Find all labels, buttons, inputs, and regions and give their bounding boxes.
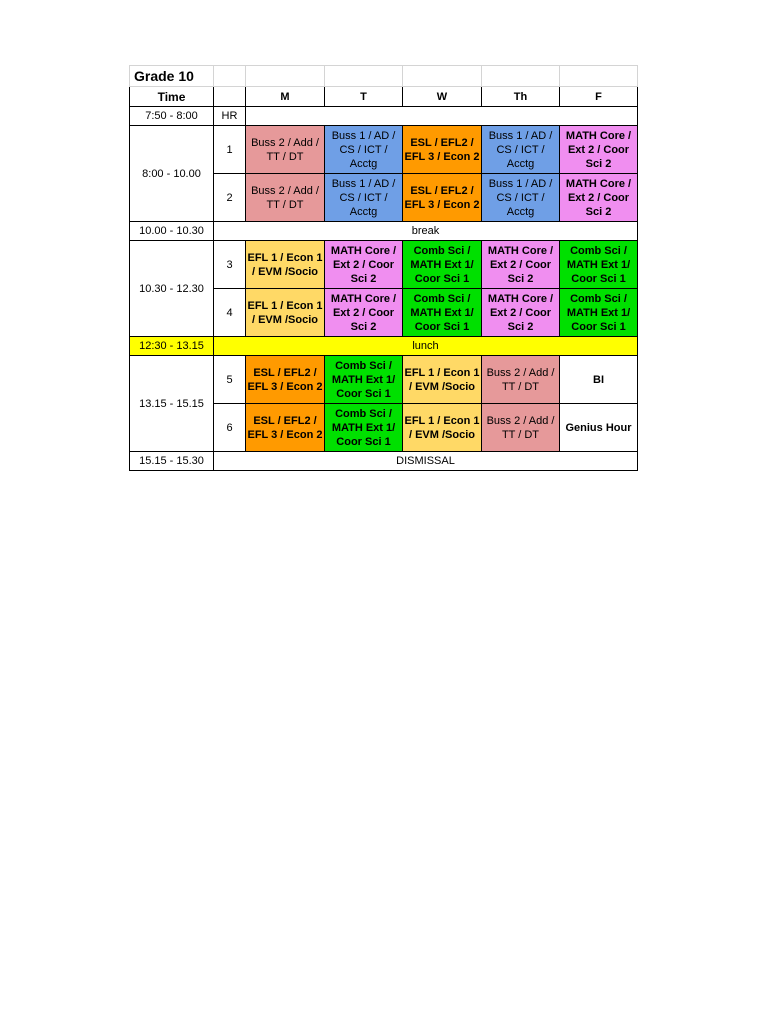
homeroom-span xyxy=(246,107,638,126)
class-cell: Comb Sci / MATH Ext 1/ Coor Sci 1 xyxy=(403,289,482,337)
break-label: break xyxy=(214,222,638,241)
class-cell: MATH Core / Ext 2 / Coor Sci 2 xyxy=(560,126,638,174)
homeroom-label: HR xyxy=(214,107,246,126)
period-header xyxy=(214,87,246,107)
class-cell: Buss 1 / AD / CS / ICT / Acctg xyxy=(325,126,403,174)
empty-cell xyxy=(403,66,482,87)
class-cell: Comb Sci / MATH Ext 1/ Coor Sci 1 xyxy=(325,404,403,452)
time-header: Time xyxy=(130,87,214,107)
dismissal-label: DISMISSAL xyxy=(214,452,638,471)
day-header-fri: F xyxy=(560,87,638,107)
class-cell: Comb Sci / MATH Ext 1/ Coor Sci 1 xyxy=(560,241,638,289)
class-cell: ESL / EFL2 / EFL 3 / Econ 2 xyxy=(246,404,325,452)
class-cell: Buss 1 / AD / CS / ICT / Acctg xyxy=(325,174,403,222)
day-header-thu: Th xyxy=(482,87,560,107)
class-cell: Comb Sci / MATH Ext 1/ Coor Sci 1 xyxy=(560,289,638,337)
period-number: 3 xyxy=(214,241,246,289)
class-cell: ESL / EFL2 / EFL 3 / Econ 2 xyxy=(246,356,325,404)
empty-cell xyxy=(560,66,638,87)
class-cell: Comb Sci / MATH Ext 1/ Coor Sci 1 xyxy=(403,241,482,289)
class-cell: Buss 1 / AD / CS / ICT / Acctg xyxy=(482,174,560,222)
time-slot-block3: 13.15 - 15.15 xyxy=(130,356,214,452)
day-header-wed: W xyxy=(403,87,482,107)
time-slot-dismissal: 15.15 - 15.30 xyxy=(130,452,214,471)
period-number: 5 xyxy=(214,356,246,404)
class-cell: ESL / EFL2 / EFL 3 / Econ 2 xyxy=(403,174,482,222)
class-cell: EFL 1 / Econ 1 / EVM /Socio xyxy=(246,289,325,337)
empty-cell xyxy=(482,66,560,87)
class-cell: EFL 1 / Econ 1 / EVM /Socio xyxy=(403,404,482,452)
class-cell: Buss 2 / Add / TT / DT xyxy=(482,356,560,404)
class-cell: EFL 1 / Econ 1 / EVM /Socio xyxy=(403,356,482,404)
period-number: 2 xyxy=(214,174,246,222)
class-cell: MATH Core / Ext 2 / Coor Sci 2 xyxy=(325,289,403,337)
empty-cell xyxy=(246,66,325,87)
timetable xyxy=(129,65,638,471)
class-cell: MATH Core / Ext 2 / Coor Sci 2 xyxy=(482,241,560,289)
page-title: Grade 10 xyxy=(130,66,214,87)
class-cell: Buss 2 / Add / TT / DT xyxy=(246,126,325,174)
time-slot-break: 10.00 - 10.30 xyxy=(130,222,214,241)
class-cell: Buss 2 / Add / TT / DT xyxy=(482,404,560,452)
time-slot-block2: 10.30 - 12.30 xyxy=(130,241,214,337)
class-cell: Buss 1 / AD / CS / ICT / Acctg xyxy=(482,126,560,174)
day-header-tue: T xyxy=(325,87,403,107)
day-header-mon: M xyxy=(246,87,325,107)
empty-cell xyxy=(214,66,246,87)
lunch-label: lunch xyxy=(214,337,638,356)
class-cell: Genius Hour xyxy=(560,404,638,452)
period-number: 1 xyxy=(214,126,246,174)
class-cell: ESL / EFL2 / EFL 3 / Econ 2 xyxy=(403,126,482,174)
class-cell: MATH Core / Ext 2 / Coor Sci 2 xyxy=(560,174,638,222)
class-cell: MATH Core / Ext 2 / Coor Sci 2 xyxy=(325,241,403,289)
period-number: 4 xyxy=(214,289,246,337)
class-cell: Comb Sci / MATH Ext 1/ Coor Sci 1 xyxy=(325,356,403,404)
period-number: 6 xyxy=(214,404,246,452)
empty-cell xyxy=(325,66,403,87)
time-slot-hr: 7:50 - 8:00 xyxy=(130,107,214,126)
time-slot-lunch: 12:30 - 13.15 xyxy=(130,337,214,356)
class-cell: Buss 2 / Add / TT / DT xyxy=(246,174,325,222)
class-cell: MATH Core / Ext 2 / Coor Sci 2 xyxy=(482,289,560,337)
class-cell: EFL 1 / Econ 1 / EVM /Socio xyxy=(246,241,325,289)
class-cell: BI xyxy=(560,356,638,404)
time-slot-block1: 8:00 - 10.00 xyxy=(130,126,214,222)
